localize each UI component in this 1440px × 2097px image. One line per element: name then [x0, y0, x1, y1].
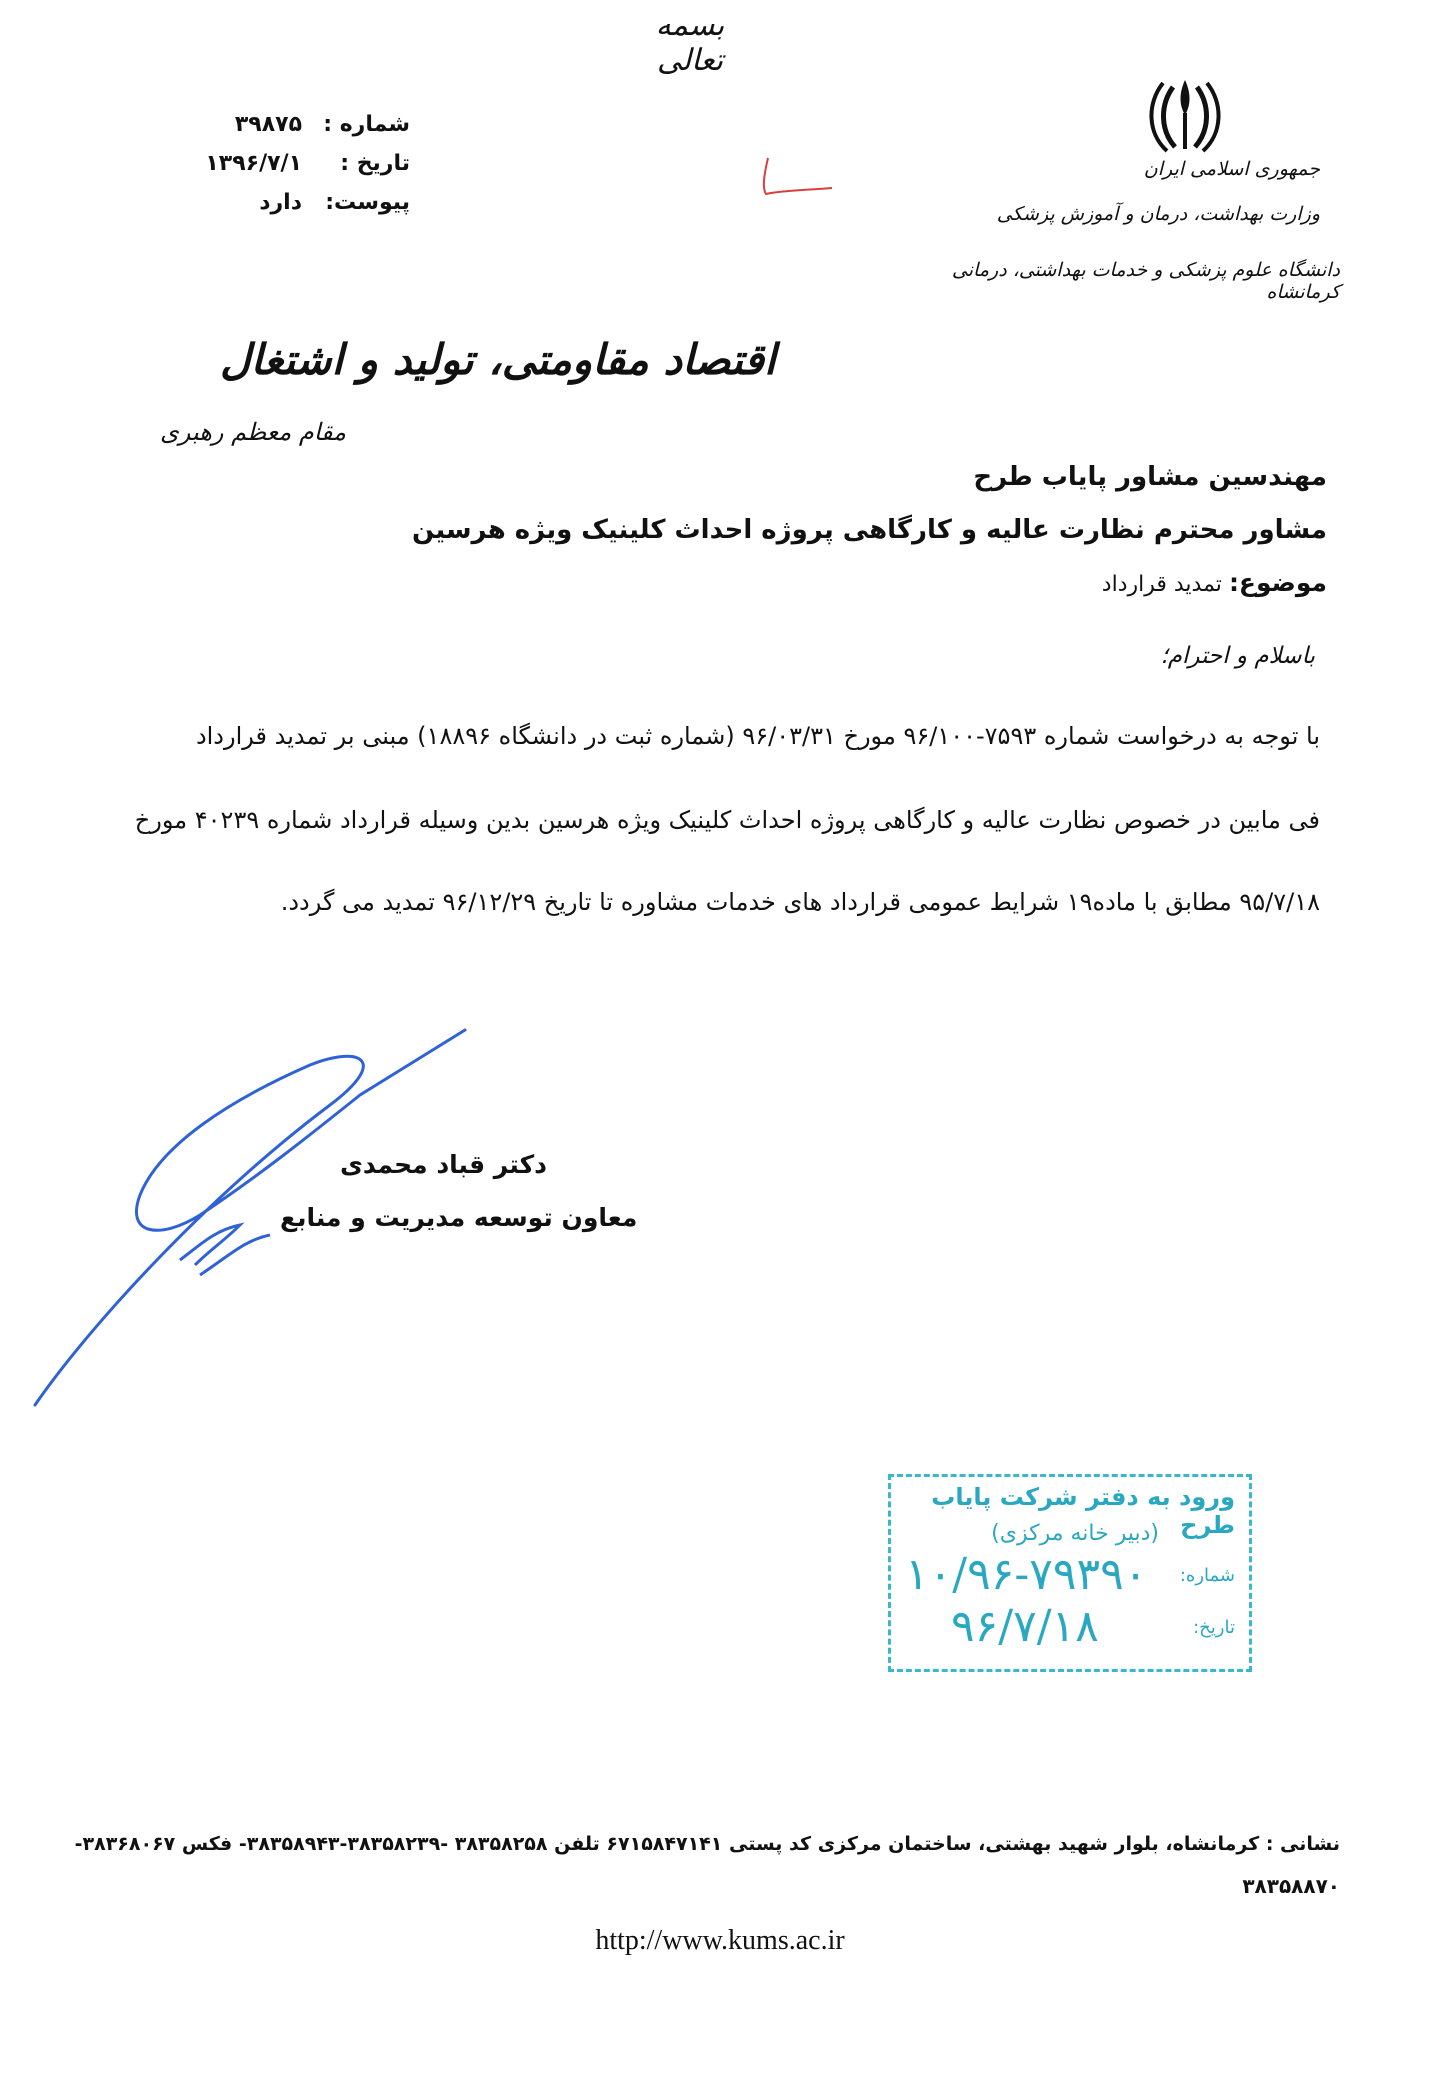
recipient-line-1: مهندسین مشاور پایاب طرح	[973, 462, 1327, 492]
org-line-ministry: وزارت بهداشت، درمان و آموزش پزشکی	[996, 203, 1320, 225]
meta-date-label: تاریخ :	[340, 151, 410, 176]
subject-label: موضوع:	[1228, 568, 1327, 597]
meta-number-row	[190, 112, 410, 137]
iran-emblem-icon	[1135, 75, 1235, 155]
signer-name: دکتر قباد محمدی	[340, 1150, 547, 1179]
letter-meta	[190, 112, 410, 229]
red-check-mark-icon	[750, 150, 840, 210]
meta-number-value: ۳۹۸۷۵	[234, 112, 302, 137]
body-line-2: فی مابین در خصوص نظارت عالیه و کارگاهی پروژه احداث کلینیک ویژه هرسین بدین وسیله قرارداد شماره ۴۰۲۳۹ مورخ	[134, 806, 1320, 834]
org-line-country: جمهوری اسلامی ایران	[1143, 158, 1320, 180]
meta-date-row	[190, 151, 410, 176]
meta-attachment-row	[190, 190, 410, 215]
stamp-date-value: ۹۶/۷/۱۸	[951, 1601, 1099, 1652]
meta-number-label: شماره :	[323, 112, 410, 137]
body-line-1: با توجه به درخواست شماره ۷۵۹۳-۹۶/۱۰۰ مورخ ۹۶/۰۳/۳۱ (شماره ثبت در دانشگاه ۱۸۸۹۶) مبنی بر تمدید قرارداد	[195, 722, 1320, 750]
stamp-title: ورود به دفتر شرکت پایاب طرح	[931, 1483, 1235, 1539]
stamp-date-label: تاریخ:	[1193, 1617, 1235, 1638]
subject	[1102, 568, 1327, 597]
stamp-number-label: شماره:	[1179, 1565, 1235, 1586]
subject-value: تمدید قرارداد	[1101, 572, 1222, 597]
slogan: اقتصاد مقاومتی، تولید و اشتغال	[220, 335, 776, 384]
stamp-subtitle: (دبیر خانه مرکزی)	[991, 1521, 1159, 1546]
footer-address-line-2: ۳۸۳۵۸۸۷۰	[1242, 1874, 1340, 1898]
greeting: باسلام و احترام؛	[1160, 643, 1315, 669]
slogan-attribution: مقام معظم رهبری	[160, 418, 347, 446]
received-stamp	[888, 1474, 1252, 1672]
meta-date-value: ۱۳۹۶/۷/۱	[205, 151, 302, 176]
meta-attachment-label: پیوست:	[325, 190, 410, 215]
org-line-university: دانشگاه علوم پزشکی و خدمات بهداشتی، درمانی کرمانشاه	[951, 259, 1340, 303]
basmala: بسمه تعالی	[655, 8, 725, 78]
footer-website-link[interactable]: http://www.kums.ac.ir	[595, 1925, 845, 1956]
meta-attachment-value: دارد	[259, 190, 302, 215]
signer-title: معاون توسعه مدیریت و منابع	[280, 1203, 638, 1232]
stamp-number-value: ۱۰/۹۶-۷۹۳۹۰	[905, 1549, 1148, 1600]
recipient-line-2: مشاور محترم نظارت عالیه و کارگاهی پروژه احداث کلینیک ویژه هرسین	[411, 515, 1327, 545]
body-line-3: ۹۵/۷/۱۸ مطابق با ماده۱۹ شرایط عمومی قرارداد های خدمات مشاوره تا تاریخ ۹۶/۱۲/۲۹ تمدید می گردد.	[280, 888, 1320, 916]
footer-address: نشانی : کرمانشاه، بلوار شهید بهشتی، ساختمان مرکزی کد پستی ۶۷۱۵۸۴۷۱۴۱ تلفن ۳۸۳۵۸۲۵۸ -۳۸۳۵۸۲۳۹-۳۸۳۵۸۹۴۳- فکس ۳۸۳۶۸۰۶۷-	[74, 1833, 1340, 1855]
